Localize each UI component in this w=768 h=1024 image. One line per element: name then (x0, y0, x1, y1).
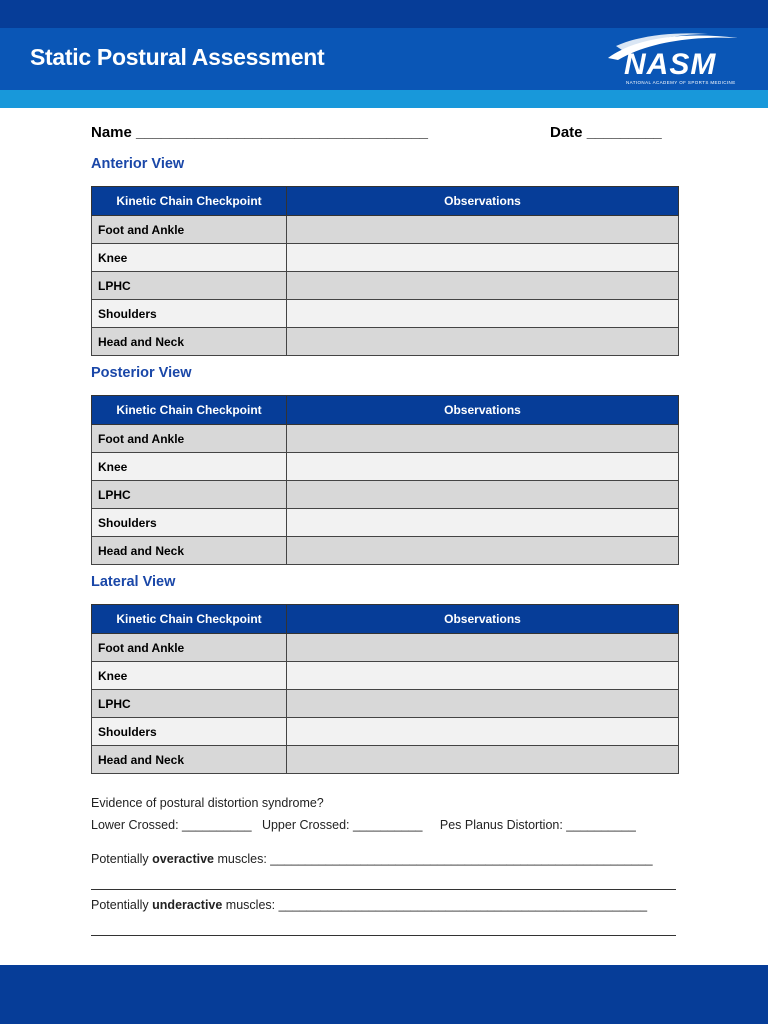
underactive-prefix: Potentially (91, 898, 153, 912)
observation-cell[interactable] (287, 690, 679, 718)
checkpoint-label: Shoulders (92, 300, 287, 328)
overactive-extra-line[interactable] (91, 889, 676, 890)
column-header-observations: Observations (287, 605, 679, 634)
observation-cell[interactable] (287, 425, 679, 453)
crossed-syndrome-line (91, 818, 636, 832)
date-label: Date (550, 124, 583, 141)
checkpoint-label: LPHC (92, 272, 287, 300)
underactive-extra-line[interactable] (91, 935, 676, 936)
date-field[interactable] (550, 124, 662, 141)
nasm-logo (598, 30, 748, 90)
column-header-observations: Observations (287, 396, 679, 425)
anterior-view-table (91, 186, 679, 356)
observation-cell[interactable] (287, 537, 679, 565)
posterior-view-table (91, 395, 679, 565)
table-row (92, 453, 679, 481)
overactive-keyword: overactive (152, 852, 215, 866)
table-row (92, 634, 679, 662)
observation-cell[interactable] (287, 300, 679, 328)
observation-cell[interactable] (287, 481, 679, 509)
distortion-question: Evidence of postural distortion syndrome? (91, 796, 324, 810)
section-title-posterior: Posterior View (91, 365, 192, 381)
lower-crossed-field[interactable]: Lower Crossed: __________ (91, 818, 252, 832)
header-stripe (0, 90, 768, 108)
section-title-lateral: Lateral View (91, 574, 176, 590)
checkpoint-label: Knee (92, 453, 287, 481)
logo-subtext: NATIONAL ACADEMY OF SPORTS MEDICINE (626, 80, 736, 85)
page-title: Static Postural Assessment (30, 44, 325, 70)
checkpoint-label: Foot and Ankle (92, 425, 287, 453)
checkpoint-label: Knee (92, 662, 287, 690)
column-header-observations: Observations (287, 187, 679, 216)
observation-cell[interactable] (287, 216, 679, 244)
checkpoint-label: Shoulders (92, 718, 287, 746)
logo-text: NASM (624, 48, 717, 81)
name-blank: ___________________________________ (136, 124, 429, 141)
observation-cell[interactable] (287, 509, 679, 537)
observation-cell[interactable] (287, 328, 679, 356)
observation-cell[interactable] (287, 453, 679, 481)
date-blank: _________ (586, 124, 662, 141)
section-title-anterior: Anterior View (91, 156, 185, 172)
overactive-muscles-field[interactable] (91, 852, 653, 866)
table-row (92, 537, 679, 565)
name-field[interactable] (91, 124, 428, 141)
checkpoint-label: Shoulders (92, 509, 287, 537)
checkpoint-label: Knee (92, 244, 287, 272)
observation-cell[interactable] (287, 662, 679, 690)
checkpoint-label: Head and Neck (92, 537, 287, 565)
table-row (92, 718, 679, 746)
table-row (92, 216, 679, 244)
checkpoint-label: LPHC (92, 690, 287, 718)
overactive-suffix: muscles: _______________________________________________________ (214, 852, 653, 866)
lateral-view-table (91, 604, 679, 774)
checkpoint-label: Foot and Ankle (92, 634, 287, 662)
overactive-prefix: Potentially (91, 852, 153, 866)
checkpoint-label: Head and Neck (92, 746, 287, 774)
table-row (92, 300, 679, 328)
table-row (92, 481, 679, 509)
table-row (92, 328, 679, 356)
observation-cell[interactable] (287, 718, 679, 746)
checkpoint-label: LPHC (92, 481, 287, 509)
table-row (92, 690, 679, 718)
observation-cell[interactable] (287, 272, 679, 300)
footer-band (0, 965, 768, 1024)
table-row (92, 272, 679, 300)
table-row (92, 662, 679, 690)
checkpoint-label: Head and Neck (92, 328, 287, 356)
underactive-keyword: underactive (152, 898, 223, 912)
column-header-checkpoint: Kinetic Chain Checkpoint (92, 605, 287, 634)
underactive-muscles-field[interactable] (91, 898, 647, 912)
table-row (92, 425, 679, 453)
underactive-suffix: muscles: _____________________________________________________ (222, 898, 648, 912)
observation-cell[interactable] (287, 746, 679, 774)
column-header-checkpoint: Kinetic Chain Checkpoint (92, 187, 287, 216)
checkpoint-label: Foot and Ankle (92, 216, 287, 244)
name-label: Name (91, 124, 132, 141)
column-header-checkpoint: Kinetic Chain Checkpoint (92, 396, 287, 425)
table-row (92, 244, 679, 272)
table-row (92, 746, 679, 774)
observation-cell[interactable] (287, 244, 679, 272)
pes-planus-field[interactable]: Pes Planus Distortion: __________ (439, 818, 636, 832)
observation-cell[interactable] (287, 634, 679, 662)
upper-crossed-field[interactable]: Upper Crossed: __________ (261, 818, 423, 832)
table-row (92, 509, 679, 537)
